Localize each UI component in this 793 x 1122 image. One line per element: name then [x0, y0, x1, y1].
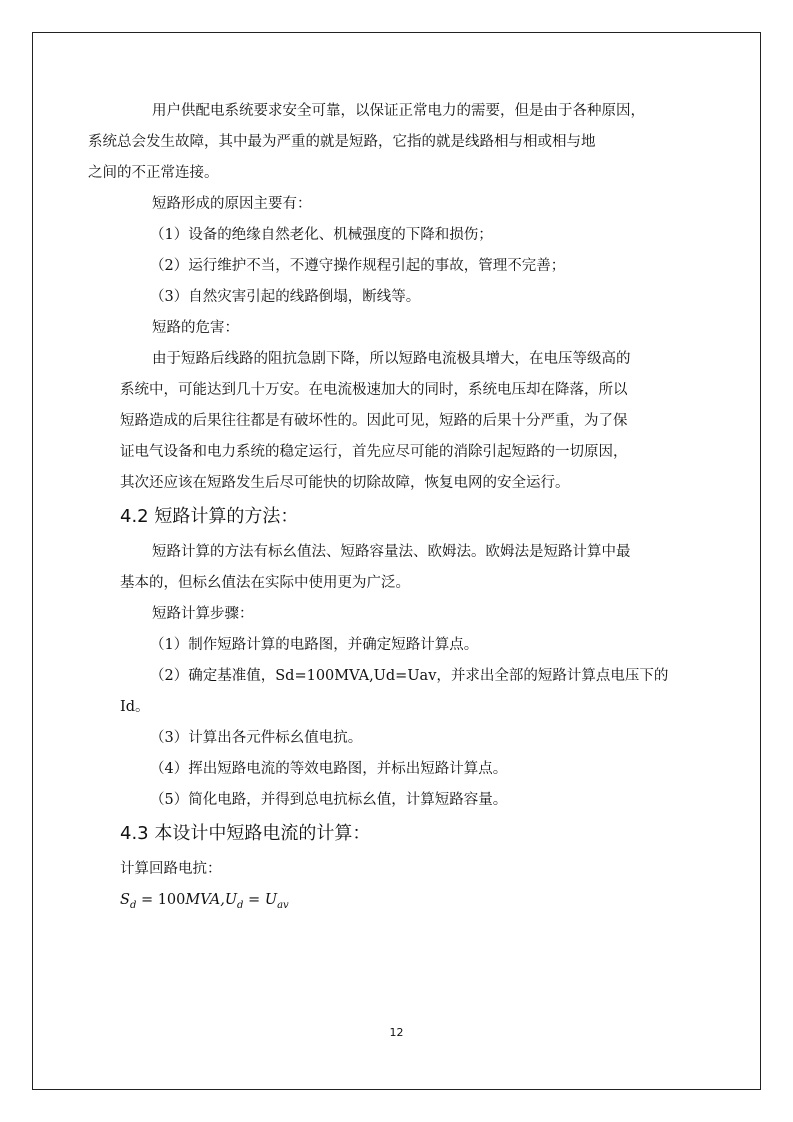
reactance-subtitle: 计算回路电抗：: [120, 861, 222, 877]
formula-s-sub: d: [129, 899, 137, 911]
formula-eq2: =: [243, 892, 265, 908]
method-paragraph: [120, 537, 676, 599]
step-item-1: （1）制作短路计算的电路图，并确定短路计算点。: [150, 637, 479, 653]
hazards-line-1: 由于短路后线路的阻抗急剧下降，所以短路电流极具增大，在电压等级高的: [152, 351, 631, 367]
section-heading-4-2: 4.2 短路计算的方法：: [120, 506, 299, 527]
cause-item-1: （1）设备的绝缘自然老化、机械强度的下降和损伤；: [150, 227, 493, 243]
intro-line-3: 之间的不正常连接。: [88, 165, 219, 181]
step-item-3: （3）计算出各元件标幺值电抗。: [150, 730, 363, 746]
hazards-line-4: 证电气设备和电力系统的稳定运行，首先应尽可能的消除引起短路的一切原因，: [120, 444, 628, 460]
formula-eq1: = 100: [136, 892, 186, 908]
hazards-title: 短路的危害：: [152, 320, 239, 336]
formula-u2-sub: av: [277, 899, 289, 911]
section-heading-4-3: 4.3 本设计中短路电流的计算：: [120, 823, 371, 844]
method-line-2: 基本的，但标幺值法在实际中使用更为广泛。: [120, 575, 410, 591]
step-item-2: [120, 661, 676, 723]
hazards-line-3: 短路造成的后果往往都是有破坏性的。因此可见，短路的后果十分严重，为了保: [120, 413, 628, 429]
intro-line-2: 系统总会发生故障，其中最为严重的就是短路，它指的就是线路相与相或相与地: [88, 134, 596, 150]
formula-u2: U: [264, 892, 278, 908]
cause-item-2: （2）运行维护不当，不遵守操作规程引起的事故，管理不完善；: [150, 258, 566, 274]
formula-u: U: [224, 892, 238, 908]
formula-u-sub: d: [237, 899, 244, 911]
method-line-1: 短路计算的方法有标幺值法、短路容量法、欧姆法。欧姆法是短路计算中最: [152, 544, 631, 560]
hazards-line-5: 其次还应该在短路发生后尽可能快的切除故障，恢复电网的安全运行。: [120, 475, 570, 491]
steps-title: 短路计算步骤：: [152, 606, 254, 622]
base-value-formula: [120, 885, 676, 921]
causes-title: 短路形成的原因主要有：: [152, 196, 312, 212]
formula-unit: MVA,: [185, 892, 225, 908]
step-item-4: （4）挥出短路电流的等效电路图，并标出短路计算点。: [150, 761, 508, 777]
page-number: 12: [389, 1026, 404, 1039]
step-item-2-line-2: Id。: [120, 699, 150, 715]
document-body: [88, 96, 676, 921]
step-item-2-line-1: （2）确定基准值，Sd=100MVA,Ud=Uav，并求出全部的短路计算点电压下的: [150, 668, 669, 684]
intro-paragraph: [88, 96, 676, 189]
intro-line-1: 用户供配电系统要求安全可靠，以保证正常电力的需要，但是由于各种原因，: [152, 103, 645, 119]
cause-item-3: （3）自然灾害引起的线路倒塌，断线等。: [150, 289, 421, 305]
step-item-5: （5）简化电路，并得到总电抗标幺值，计算短路容量。: [150, 792, 508, 808]
hazards-line-2: 系统中，可能达到几十万安。在电流极速加大的同时，系统电压却在降落，所以: [120, 382, 628, 398]
formula-s: S: [120, 892, 130, 908]
hazards-paragraph: [120, 344, 676, 499]
